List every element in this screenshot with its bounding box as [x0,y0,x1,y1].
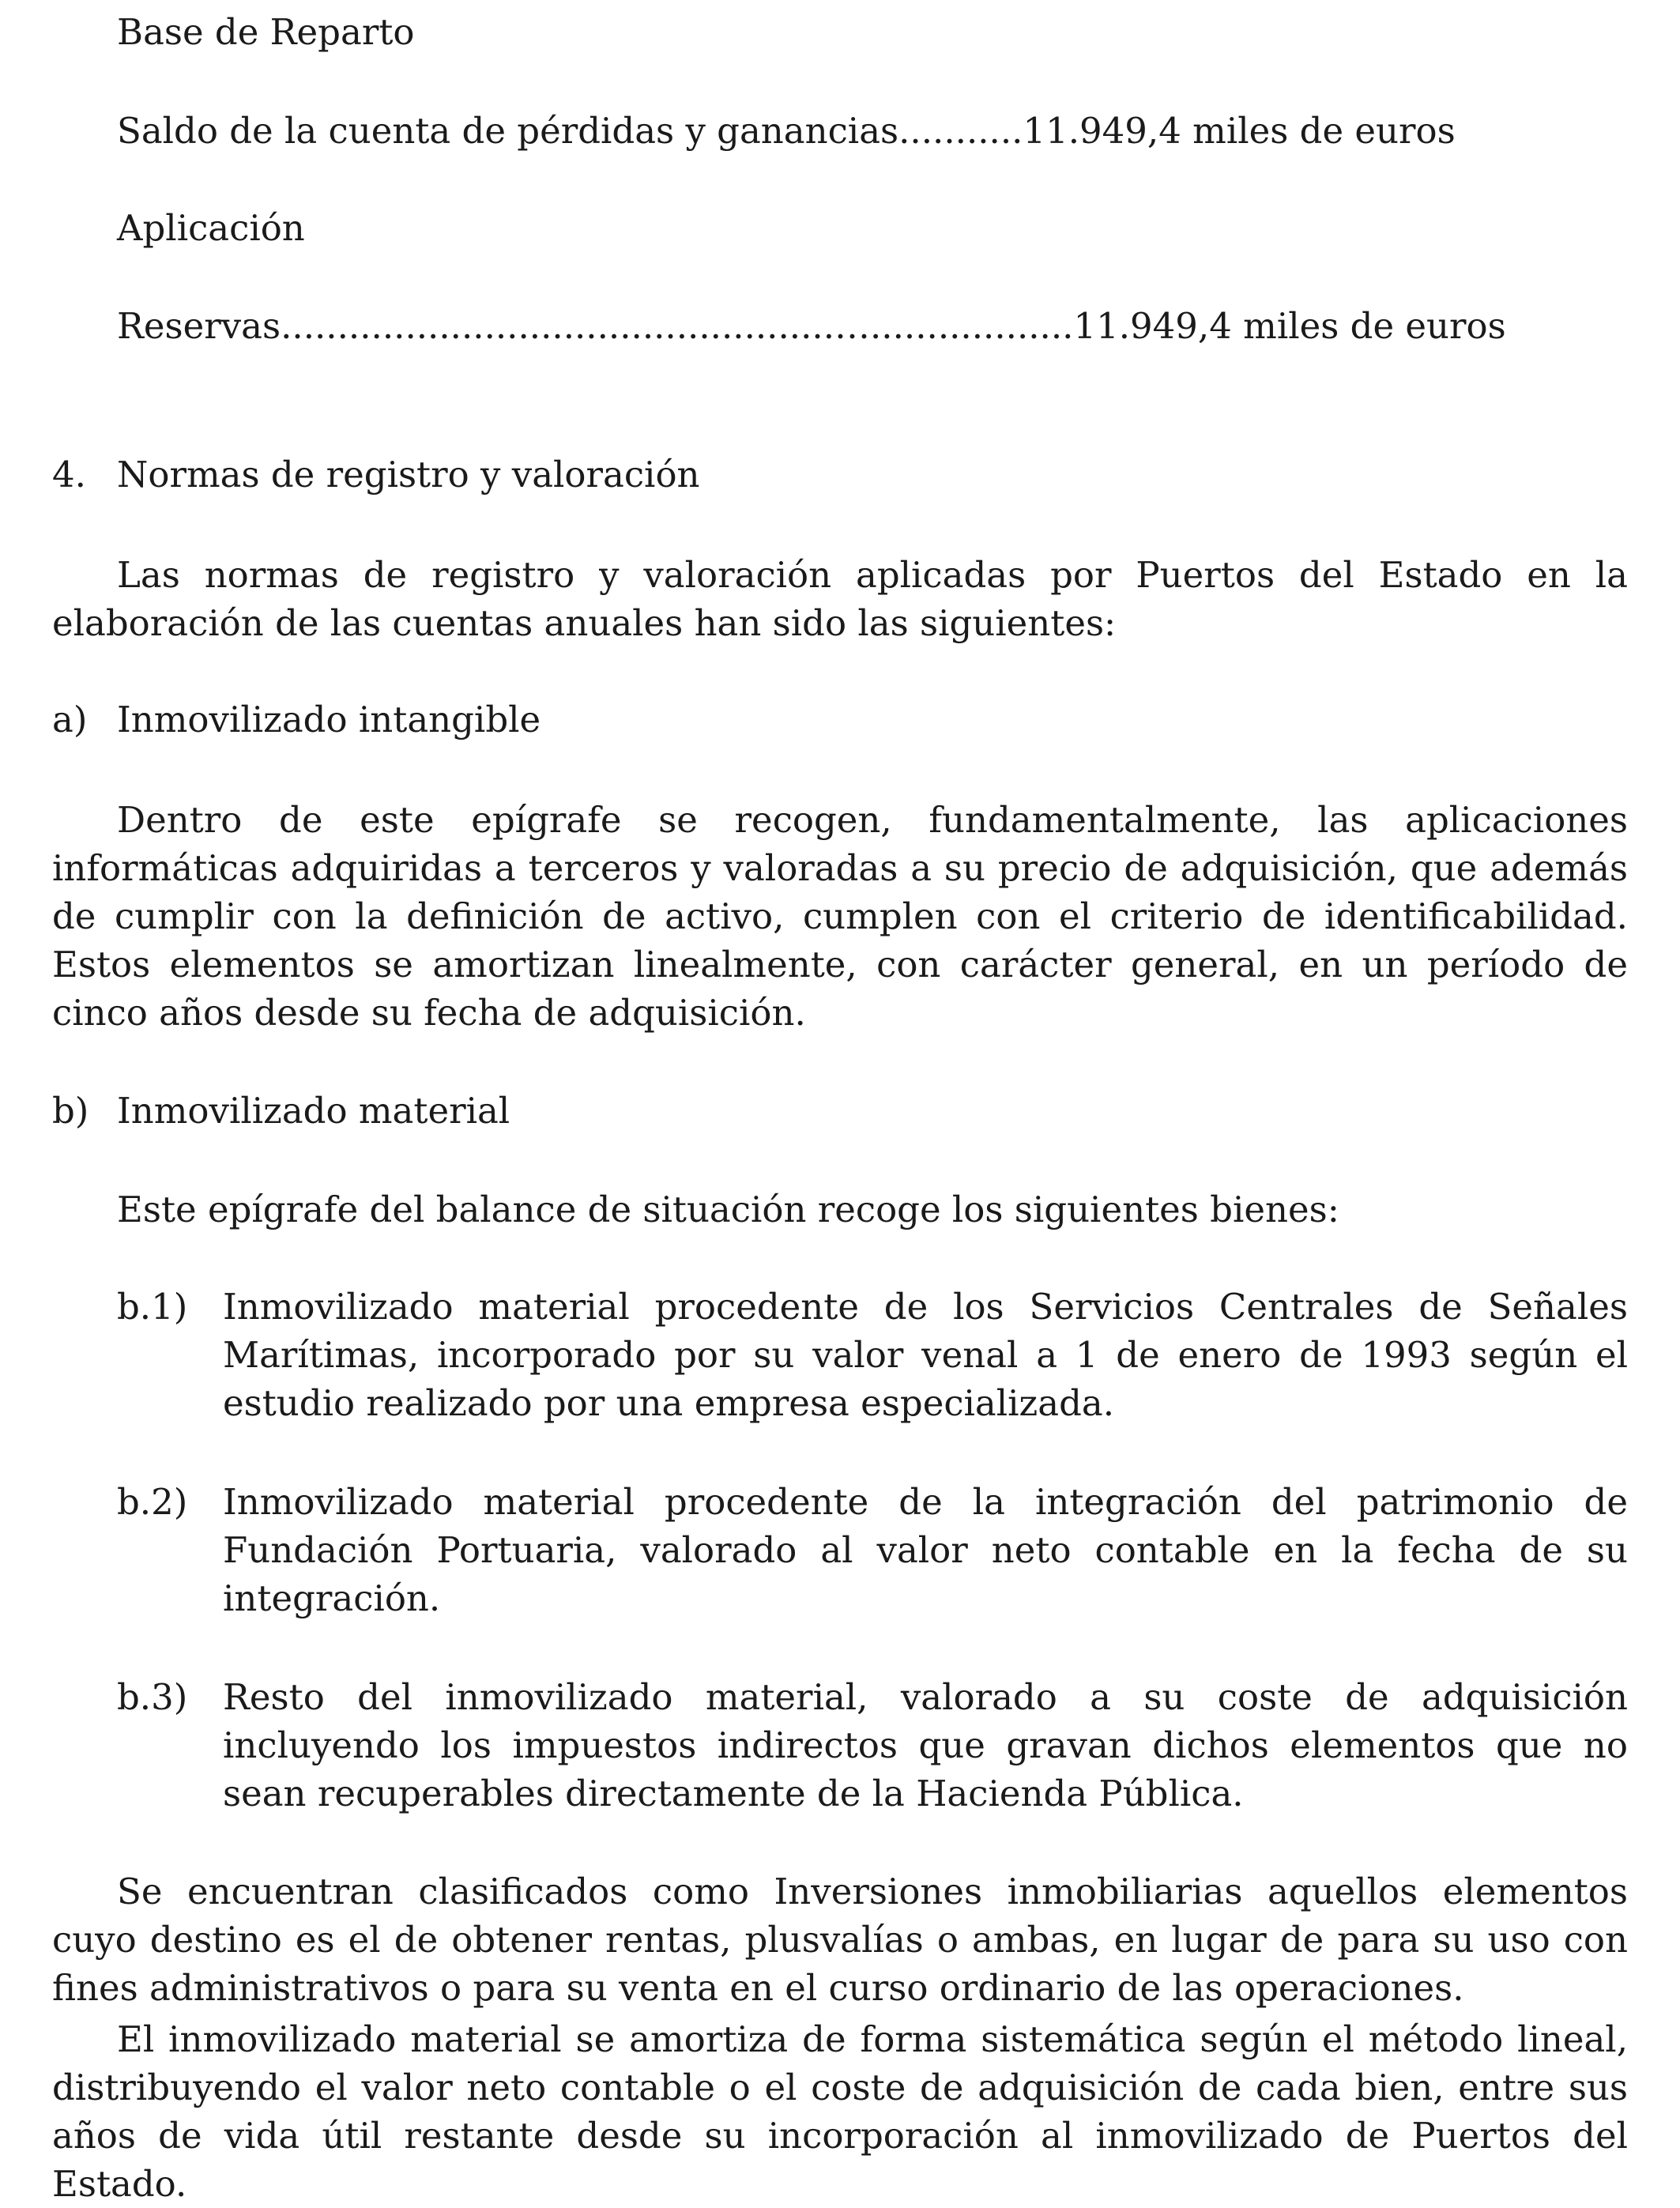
investments-paragraph: Se encuentran clasificados como Inversiones inmobiliarias aquellos elementos cuyo destino es el de obtener rentas, plusvalías o ambas, en lugar de para su uso con fines administrativos o para su venta en el curso ordinario de las operaciones. [52,1871,1628,2009]
item-b1-marker: b.1) [117,1286,188,1328]
subsection-b-intro: Este epígrafe del balance de situación recoge los siguientes bienes: [117,1189,1339,1230]
subsection-b-marker: b) [52,1090,89,1132]
subsection-a-marker: a) [52,699,88,740]
section-number: 4. [52,454,86,495]
item-b3-marker: b.3) [117,1676,188,1718]
application-title: Aplicación [117,207,305,249]
base-title: Base de Reparto [117,11,415,53]
subsection-b-title: Inmovilizado material [117,1090,510,1132]
item-b1-text: Inmovilizado material procedente de los Servicios Centrales de Señales Marítimas, incorporado por su valor venal a 1 de enero de 1993 según el estudio realizado por una empresa especializada. [223,1286,1628,1424]
section-intro-paragraph: Las normas de registro y valoración aplicadas por Puertos del Estado en la elaboración de las cuentas anuales han sido las siguientes: [52,554,1628,644]
subsection-a-title: Inmovilizado intangible [117,699,541,740]
amortization-paragraph: El inmovilizado material se amortiza de forma sistemática según el método lineal, distribuyendo el valor neto contable o el coste de adquisición de cada bien, entre sus años de vida útil restante desde su incorporación al inmovilizado de Puertos del Estado. [52,2018,1628,2205]
item-b2-marker: b.2) [117,1481,188,1523]
item-b2-text: Inmovilizado material procedente de la integración del patrimonio de Fundación Portuaria, valorado al valor neto contable en la fecha de su integración. [223,1481,1628,1619]
application-line: Reservas.................................................…..................11.949,4 miles de euros [117,305,1506,347]
item-b3-text: Resto del inmovilizado material, valorado a su coste de adquisición incluyendo los impuestos indirectos que gravan dichos elementos que no sean recuperables directamente de la Hacienda Pública. [223,1676,1628,1814]
base-line: Saldo de la cuenta de pérdidas y ganancias...........11.949,4 miles de euros [117,110,1456,152]
section-title: Normas de registro y valoración [117,454,700,495]
subsection-a-paragraph: Dentro de este epígrafe se recogen, fundamentalmente, las aplicaciones informáticas adquiridas a terceros y valoradas a su precio de adquisición, que además de cumplir con la definición de activo, cumplen con el criterio de identificabilidad. Estos elementos se amortizan linealmente, con carácter general, en un período de cinco años desde su fecha de adquisición. [52,799,1628,1034]
